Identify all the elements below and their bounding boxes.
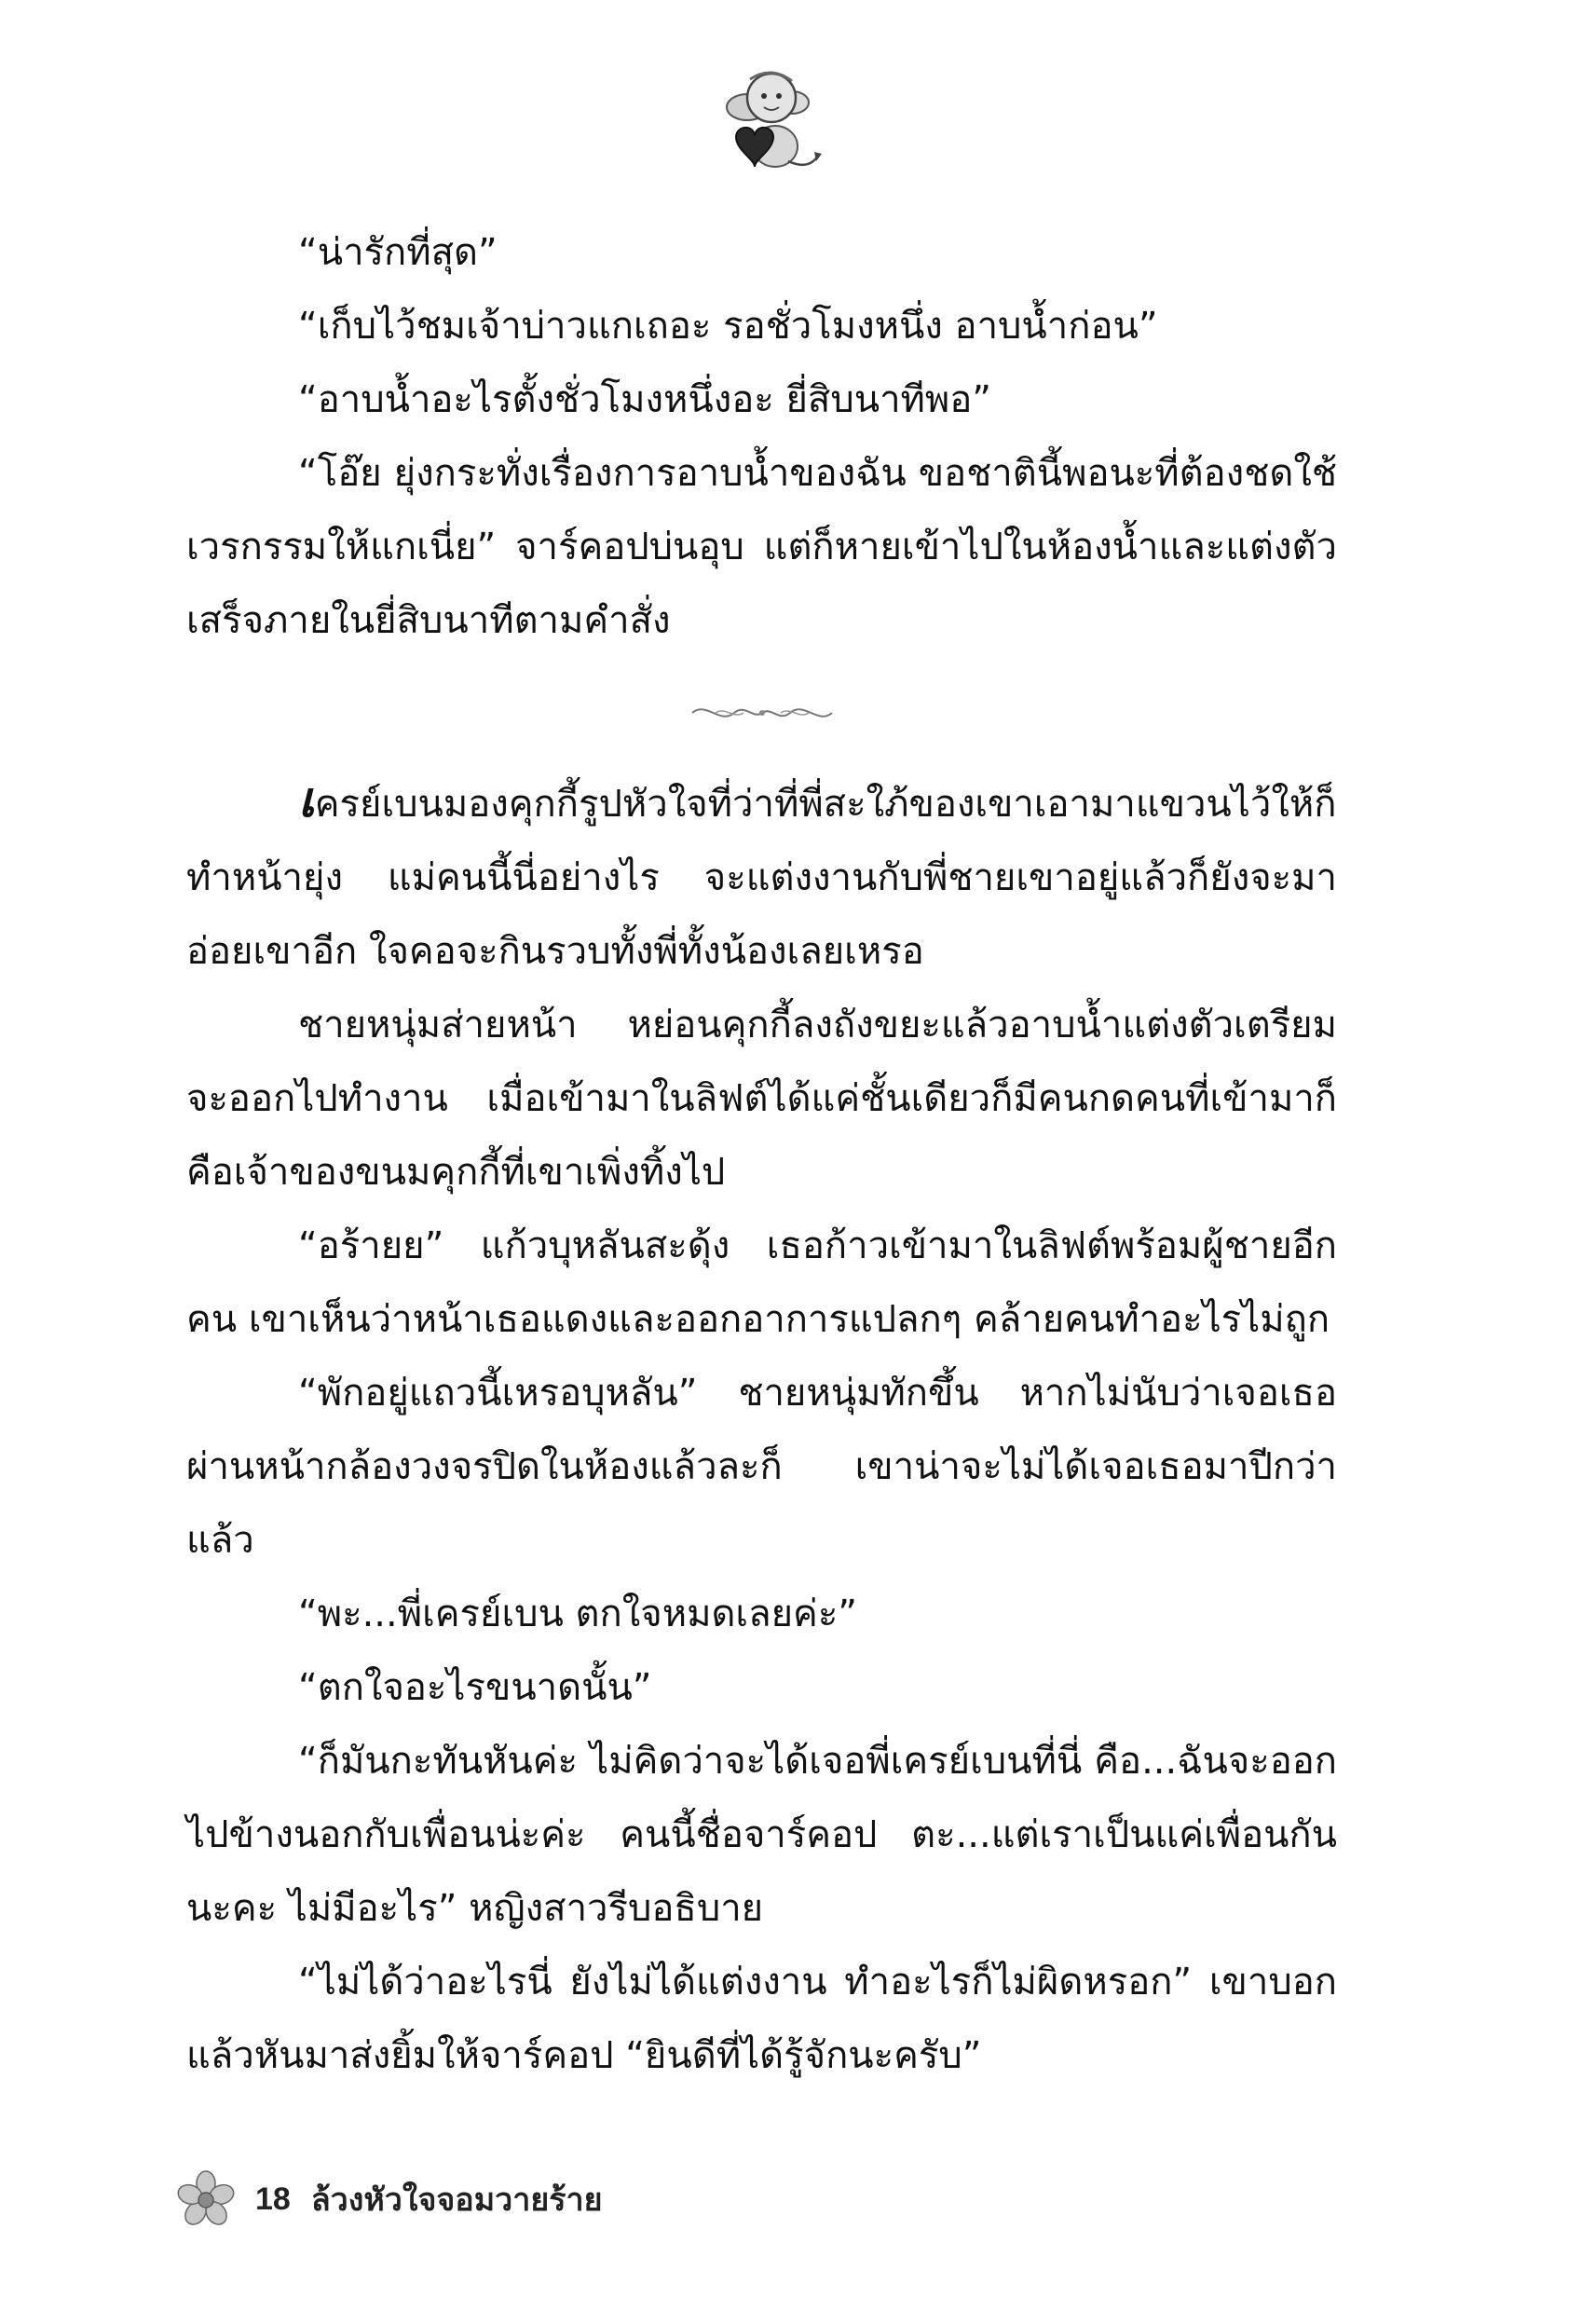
paragraph: “ก็มันกะทันหันค่ะ ไม่คิดว่าจะได้เจอพี่เครย์เบนที่นี่ คือ...ฉันจะออกไปข้างนอกกับเพื่อนน่ะค่ะ คนนี้ชื่อจาร์คอป ตะ...แต่เราเป็นแค่เพื่อนกันนะคะ ไม่มีอะไร” หญิงสาวรีบอธิบาย	[186, 1740, 1337, 1930]
paragraph: “โอ๊ย ยุ่งกระทั่งเรื่องการอาบน้ำของฉัน ขอชาตินี้พอนะที่ต้องชดใช้เวรกรรมให้แกเนี่ย” จาร์คอปบ่นอุบ แต่ก็หายเข้าไปในห้องน้ำและแต่งตัวเสร็จภายในยี่สิบนาทีตามคำสั่ง	[186, 452, 1337, 642]
flower-icon	[177, 2170, 235, 2228]
page-number: 18	[255, 2181, 291, 2217]
cupid-heart-icon	[699, 51, 839, 191]
paragraph: “น่ารักที่สุด”	[298, 231, 498, 274]
paragraph-with-drop-cap	[186, 768, 1337, 989]
paragraph: “พะ...พี่เครย์เบน ตกใจหมดเลยค่ะ”	[298, 1593, 858, 1635]
drop-cap: เ	[298, 773, 315, 828]
flourish-divider-icon	[688, 699, 837, 727]
paragraph: “อร้ายย” แก้วบุหลันสะดุ้ง เธอก้าวเข้ามาในลิฟต์พร้อมผู้ชายอีกคน เขาเห็นว่าหน้าเธอแดงและออกอาการแปลกๆ คล้ายคนทำอะไรไม่ถูก	[186, 1224, 1337, 1341]
book-title: ล้วงหัวใจจอมวายร้าย	[310, 2182, 603, 2218]
paragraph-text: ครย์เบนมองคุกกี้รูปหัวใจที่ว่าที่พี่สะใภ้ของเขาเอามาแขวนไว้ให้ก็ทำหน้ายุ่ง แม่คนนี้นี่อย่างไร จะแต่งงานกับพี่ชายเขาอยู่แล้วก็ยังจะมาอ่อยเขาอีก ใจคอจะกินรวบทั้งพี่ทั้งน้องเลยเหรอ	[186, 783, 1337, 973]
paragraph: “ตกใจอะไรขนาดนั้น”	[298, 1666, 652, 1709]
page-footer	[177, 2162, 603, 2236]
paragraph: “ไม่ได้ว่าอะไรนี่ ยังไม่ได้แต่งงาน ทำอะไรก็ไม่ผิดหรอก” เขาบอกแล้วหันมาส่งยิ้มให้จาร์คอป “ยินดีที่ได้รู้จักนะครับ”	[186, 1961, 1337, 2077]
paragraph: “เก็บไว้ชมเจ้าบ่าวแกเถอะ รอชั่วโมงหนึ่ง อาบน้ำก่อน”	[298, 305, 1158, 348]
scene-divider	[186, 658, 1337, 768]
paragraph: ชายหนุ่มส่ายหน้า หย่อนคุกกี้ลงถังขยะแล้วอาบน้ำแต่งตัวเตรียมจะออกไปทำงาน เมื่อเข้ามาในลิฟต์ได้แค่ชั้นเดียวก็มีคนกดคนที่เข้ามาก็คือเจ้าของขนมคุกกี้ที่เขาเพิ่งทิ้งไป	[186, 1004, 1337, 1194]
paragraph: “พักอยู่แถวนี้เหรอบุหลัน” ชายหนุ่มทักขึ้น หากไม่นับว่าเจอเธอผ่านหน้ากล้องวงจรปิดในห้องแล้วละก็ เขาน่าจะไม่ได้เจอเธอมาปีกว่าแล้ว	[186, 1372, 1337, 1562]
body-text	[186, 216, 1337, 2093]
paragraph: “อาบน้ำอะไรตั้งชั่วโมงหนึ่งอะ ยี่สิบนาทีพอ”	[298, 378, 992, 421]
